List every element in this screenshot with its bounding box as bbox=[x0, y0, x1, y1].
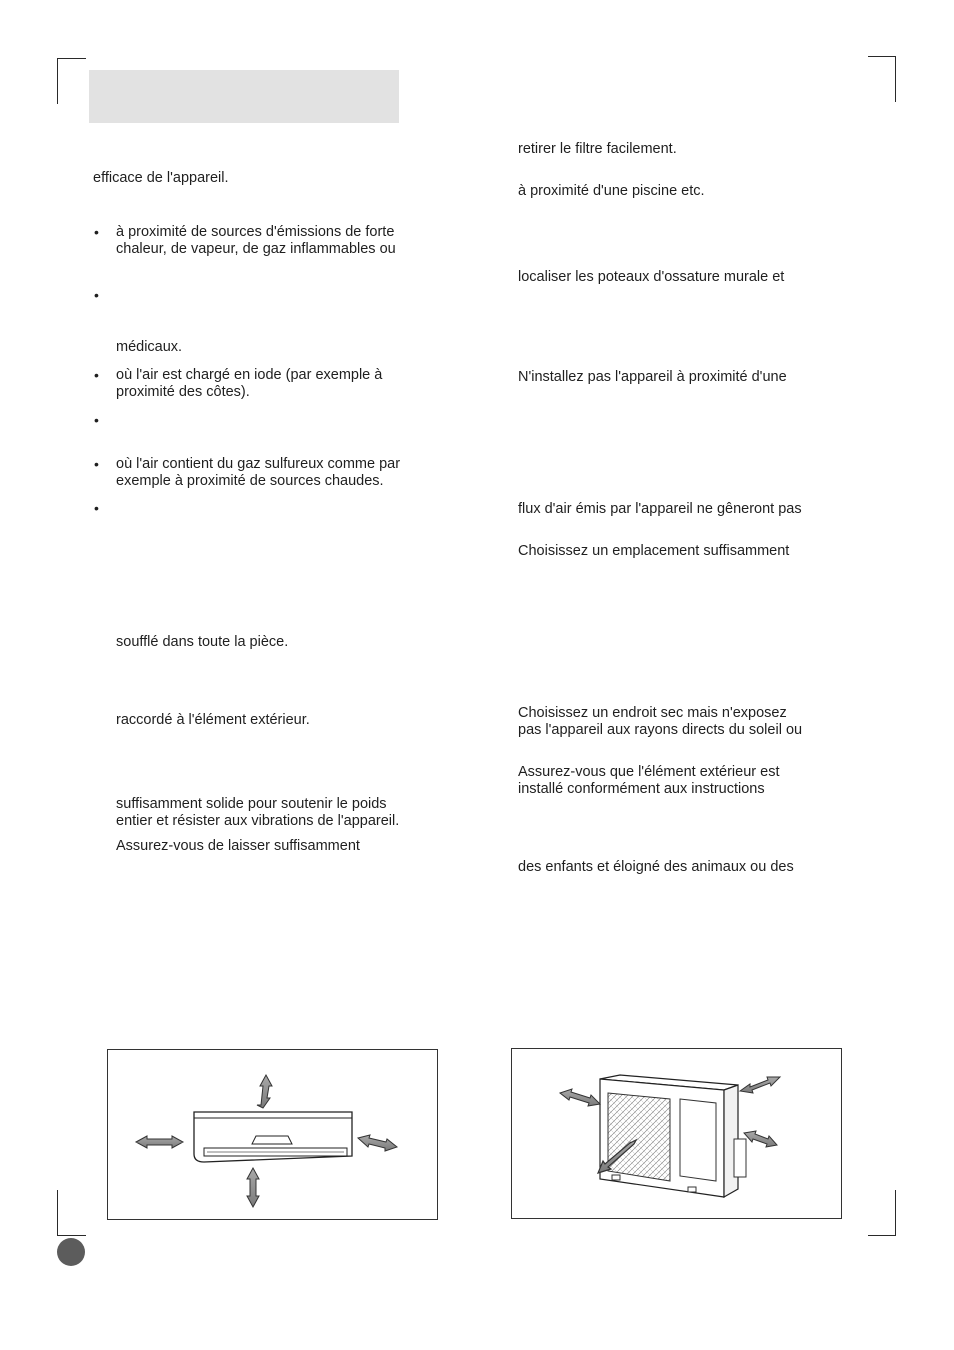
paragraph-text: entier et résister aux vibrations de l'appareil. bbox=[116, 813, 400, 829]
crop-mark-bottom-left-v bbox=[57, 1190, 58, 1236]
paragraph-text: N'installez pas l'appareil à proximité d'une bbox=[518, 369, 787, 385]
paragraph-text: flux d'air émis par l'appareil ne gêneront pas bbox=[518, 501, 802, 517]
page-number-dot bbox=[57, 1238, 85, 1266]
paragraph-text: Assurez-vous de laisser suffisamment bbox=[116, 838, 360, 854]
arrow-rear-left-icon bbox=[560, 1089, 600, 1106]
paragraph-text: raccordé à l'élément extérieur. bbox=[116, 712, 310, 728]
indoor-unit-figure bbox=[107, 1049, 438, 1220]
paragraph-text: localiser les poteaux d'ossature murale et bbox=[518, 269, 785, 285]
bullet-marker: • bbox=[94, 412, 99, 428]
arrow-right-icon bbox=[744, 1131, 777, 1147]
bullet-text: chaleur, de vapeur, de gaz inflammables ou bbox=[116, 241, 396, 257]
bullet-text: exemple à proximité de sources chaudes. bbox=[116, 473, 384, 489]
outdoor-unit-figure bbox=[511, 1048, 842, 1219]
arrow-left-icon bbox=[136, 1136, 183, 1148]
arrow-down-icon bbox=[247, 1168, 259, 1207]
arrow-top-right-icon bbox=[740, 1077, 780, 1093]
indoor-unit-clearance-diagram-icon bbox=[108, 1050, 437, 1219]
bullet-text: où l'air contient du gaz sulfureux comme par bbox=[116, 456, 401, 472]
bullet-marker: • bbox=[94, 224, 99, 240]
crop-mark-bottom-left-h bbox=[57, 1235, 86, 1236]
crop-mark-top-right-h bbox=[868, 56, 896, 57]
crop-mark-top-left-h bbox=[57, 58, 86, 59]
arrow-up-icon bbox=[257, 1075, 272, 1108]
bullet-text: proximité des côtes). bbox=[116, 384, 250, 400]
paragraph-text: Assurez-vous que l'élément extérieur est bbox=[518, 764, 780, 780]
bullet-text: médicaux. bbox=[116, 339, 183, 355]
paragraph-text: Choisissez un endroit sec mais n'exposez bbox=[518, 705, 787, 721]
arrow-right-icon bbox=[358, 1135, 397, 1151]
paragraph-text: des enfants et éloigné des animaux ou des bbox=[518, 859, 794, 875]
paragraph-text: Choisissez un emplacement suffisamment bbox=[518, 543, 790, 559]
crop-mark-bottom-right-h bbox=[868, 1235, 896, 1236]
bullet-text: à proximité de sources d'émissions de forte bbox=[116, 224, 395, 240]
bullet-marker: • bbox=[94, 287, 99, 303]
crop-mark-bottom-right-v bbox=[895, 1190, 896, 1236]
bullet-marker: • bbox=[94, 456, 99, 472]
bullet-marker: • bbox=[94, 500, 99, 516]
bullet-marker: • bbox=[94, 367, 99, 383]
crop-mark-top-left-v bbox=[57, 58, 58, 104]
paragraph-text: suffisamment solide pour soutenir le poids bbox=[116, 796, 387, 812]
paragraph-text: soufflé dans toute la pièce. bbox=[116, 634, 289, 650]
paragraph-text: efficace de l'appareil. bbox=[93, 170, 229, 186]
paragraph-text: retirer le filtre facilement. bbox=[518, 141, 677, 157]
paragraph-text: à proximité d'une piscine etc. bbox=[518, 183, 705, 199]
paragraph-text: pas l'appareil aux rayons directs du soleil ou bbox=[518, 722, 803, 738]
crop-mark-top-right-v bbox=[895, 56, 896, 102]
paragraph-text: installé conformément aux instructions bbox=[518, 781, 765, 797]
section-header-bar bbox=[89, 70, 399, 123]
bullet-text: où l'air est chargé en iode (par exemple à bbox=[116, 367, 383, 383]
outdoor-unit-clearance-diagram-icon bbox=[512, 1049, 841, 1218]
